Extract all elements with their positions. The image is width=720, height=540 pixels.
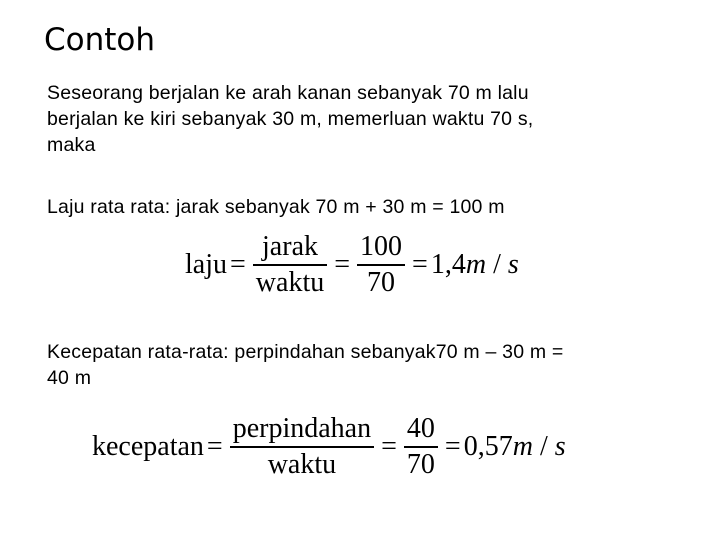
unit-slash: /: [532, 430, 555, 462]
equals-sign: =: [334, 248, 351, 280]
fraction-numerator: jarak: [262, 231, 318, 262]
fraction-denominator: waktu: [267, 448, 337, 480]
fraction-numerator: 40: [406, 413, 435, 444]
fraction-numerator: perpindahan: [232, 413, 372, 444]
intro-line: berjalan ke kiri sebanyak 30 m, memerluan waktu 70 s,: [47, 108, 534, 130]
laju-text: Laju rata rata: jarak sebanyak 70 m + 30 m = 100 m: [47, 196, 505, 218]
fraction-denominator: 70: [406, 448, 435, 480]
equals-sign: =: [206, 430, 223, 462]
intro-line: Seseorang berjalan ke arah kanan sebanyak 70 m lalu: [47, 82, 529, 104]
equals-sign: =: [230, 248, 246, 280]
equals-sign: =: [381, 430, 397, 462]
kecepatan-formula: [92, 414, 566, 480]
numeric-fraction: [404, 414, 438, 480]
slide-title: Contoh: [44, 22, 156, 58]
intro-line: maka: [47, 134, 96, 156]
numeric-fraction: [357, 232, 405, 298]
kecepatan-lhs: kecepatan: [92, 430, 204, 462]
fraction-denominator: 70: [367, 266, 396, 298]
laju-lhs: laju: [185, 248, 227, 280]
unit-slash: /: [486, 248, 508, 280]
kecepatan-paragraph: [47, 339, 564, 391]
fraction-bar: [253, 264, 327, 266]
unit-second: s: [507, 248, 519, 280]
equals-sign: =: [412, 248, 428, 280]
result-value: 0,57: [463, 430, 513, 462]
jarak-waktu-fraction: [253, 232, 327, 298]
fraction-bar: [404, 446, 438, 448]
kecepatan-line: Kecepatan rata-rata: perpindahan sebanyak70 m – 30 m =: [47, 341, 564, 363]
laju-formula: [185, 232, 519, 298]
unit-meter: m: [465, 248, 487, 280]
perpindahan-waktu-fraction: [230, 414, 374, 480]
laju-paragraph: [47, 194, 505, 220]
intro-paragraph: [47, 80, 533, 158]
fraction-numerator: 100: [360, 231, 403, 262]
unit-second: s: [554, 430, 566, 462]
fraction-denominator: waktu: [255, 266, 325, 298]
equals-sign: =: [444, 430, 461, 462]
unit-meter: m: [512, 430, 533, 462]
fraction-bar: [230, 446, 374, 448]
fraction-bar: [357, 264, 405, 266]
kecepatan-line: 40 m: [47, 367, 92, 389]
result-value: 1,4: [430, 248, 466, 280]
